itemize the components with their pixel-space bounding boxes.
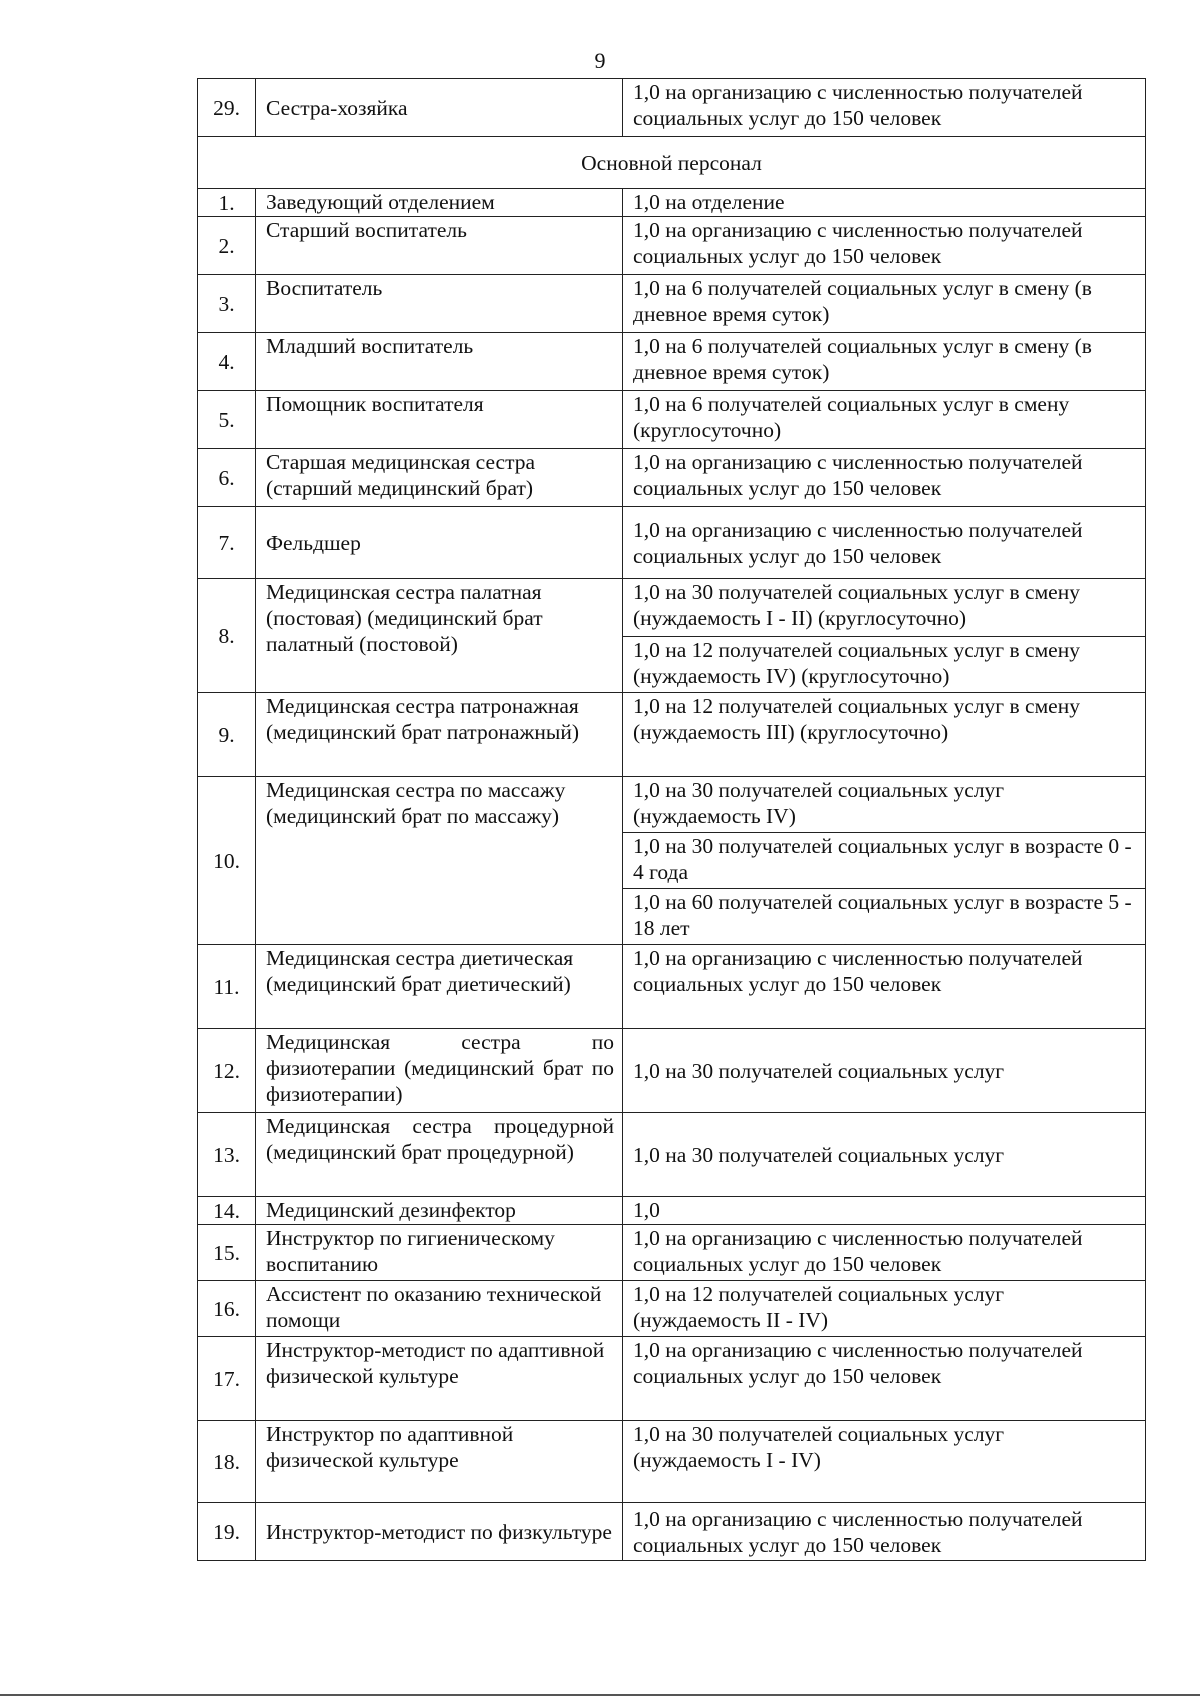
staffing-table [197, 78, 1146, 1561]
table-row [198, 217, 1146, 275]
norm-cell: 1,0 на отделение [623, 189, 1146, 217]
norm-cell: 1,0 на 30 получателей социальных услуг [623, 1029, 1146, 1113]
position-cell: Медицинская сестра по физиотерапии (медицинский брат по физиотерапии) [256, 1029, 623, 1113]
table-row [198, 1503, 1146, 1561]
table-row [198, 189, 1146, 217]
norm-cell: 1,0 на организацию с численностью получателей социальных услуг до 150 человек [623, 449, 1146, 507]
table-row [198, 1113, 1146, 1197]
page-bottom-rule [0, 1694, 1200, 1696]
table-row [198, 1337, 1146, 1421]
norm-cell: 1,0 на 12 получателей социальных услуг в смену (нуждаемость IV) (круглосуточно) [623, 637, 1146, 693]
row-number: 4. [198, 333, 256, 391]
position-cell: Медицинская сестра патронажная (медицинский брат патронажный) [256, 693, 623, 777]
row-number: 1. [198, 189, 256, 217]
row-number: 13. [198, 1113, 256, 1197]
norm-cell: 1,0 на 6 получателей социальных услуг в смену (круглосуточно) [623, 391, 1146, 449]
row-number: 3. [198, 275, 256, 333]
norm-cell: 1,0 на 6 получателей социальных услуг в смену (в дневное время суток) [623, 275, 1146, 333]
norm-cell: 1,0 на организацию с численностью получателей социальных услуг до 150 человек [623, 79, 1146, 137]
position-cell: Фельдшер [256, 507, 623, 579]
norm-cell: 1,0 [623, 1197, 1146, 1225]
norm-cell: 1,0 на 30 получателей социальных услуг в возрасте 0 - 4 года [623, 833, 1146, 889]
table-row [198, 693, 1146, 777]
row-number: 19. [198, 1503, 256, 1561]
position-cell: Помощник воспитателя [256, 391, 623, 449]
norm-cell: 1,0 на 30 получателей социальных услуг [623, 1113, 1146, 1197]
norm-cell: 1,0 на 12 получателей социальных услуг в смену (нуждаемость III) (круглосуточно) [623, 693, 1146, 777]
row-number: 16. [198, 1281, 256, 1337]
row-number: 29. [198, 79, 256, 137]
norm-cell: 1,0 на 30 получателей социальных услуг (нуждаемость I - IV) [623, 1421, 1146, 1503]
page-number: 9 [594, 48, 606, 73]
table-row [198, 777, 1146, 833]
table-row [198, 449, 1146, 507]
norm-cell: 1,0 на организацию с численностью получателей социальных услуг до 150 человек [623, 1337, 1146, 1421]
norm-cell: 1,0 на 30 получателей социальных услуг в смену (нуждаемость I - II) (круглосуточно) [623, 579, 1146, 637]
position-cell: Инструктор-методист по физкультуре [256, 1503, 623, 1561]
table-row [198, 1029, 1146, 1113]
row-number: 6. [198, 449, 256, 507]
section-row [198, 137, 1146, 189]
norm-cell: 1,0 на организацию с численностью получателей социальных услуг до 150 человек [623, 217, 1146, 275]
row-number: 15. [198, 1225, 256, 1281]
row-number: 11. [198, 945, 256, 1029]
position-cell: Старшая медицинская сестра (старший медицинский брат) [256, 449, 623, 507]
table-row [198, 507, 1146, 579]
position-cell: Инструктор-методист по адаптивной физической культуре [256, 1337, 623, 1421]
row-number: 9. [198, 693, 256, 777]
table-row [198, 1281, 1146, 1337]
table-row [198, 579, 1146, 637]
table-row [198, 1421, 1146, 1503]
norm-cell: 1,0 на организацию с численностью получателей социальных услуг до 150 человек [623, 1503, 1146, 1561]
norm-cell: 1,0 на 60 получателей социальных услуг в возрасте 5 - 18 лет [623, 889, 1146, 945]
table-row [198, 391, 1146, 449]
row-number: 5. [198, 391, 256, 449]
row-number: 8. [198, 579, 256, 693]
table-row [198, 333, 1146, 391]
table-row [198, 1197, 1146, 1225]
position-cell: Воспитатель [256, 275, 623, 333]
row-number: 10. [198, 777, 256, 945]
norm-cell: 1,0 на организацию с численностью получателей социальных услуг до 150 человек [623, 1225, 1146, 1281]
norm-cell: 1,0 на 30 получателей социальных услуг (нуждаемость IV) [623, 777, 1146, 833]
position-cell: Медицинская сестра палатная (постовая) (медицинский брат палатный (постовой) [256, 579, 623, 693]
row-number: 18. [198, 1421, 256, 1503]
table-row [198, 79, 1146, 137]
position-cell: Младший воспитатель [256, 333, 623, 391]
table-row [198, 945, 1146, 1029]
norm-cell: 1,0 на организацию с численностью получателей социальных услуг до 150 человек [623, 507, 1146, 579]
position-cell: Сестра-хозяйка [256, 79, 623, 137]
position-cell: Заведующий отделением [256, 189, 623, 217]
row-number: 7. [198, 507, 256, 579]
norm-cell: 1,0 на 6 получателей социальных услуг в смену (в дневное время суток) [623, 333, 1146, 391]
position-cell: Ассистент по оказанию технической помощи [256, 1281, 623, 1337]
norm-cell: 1,0 на организацию с численностью получателей социальных услуг до 150 человек [623, 945, 1146, 1029]
position-cell: Медицинская сестра диетическая (медицинский брат диетический) [256, 945, 623, 1029]
section-header: Основной персонал [198, 137, 1146, 189]
table-row [198, 275, 1146, 333]
position-cell: Медицинская сестра процедурной (медицинский брат процедурной) [256, 1113, 623, 1197]
row-number: 14. [198, 1197, 256, 1225]
position-cell: Инструктор по гигиеническому воспитанию [256, 1225, 623, 1281]
position-cell: Медицинская сестра по массажу (медицинский брат по массажу) [256, 777, 623, 945]
position-cell: Медицинский дезинфектор [256, 1197, 623, 1225]
position-cell: Инструктор по адаптивной физической культуре [256, 1421, 623, 1503]
table-row [198, 1225, 1146, 1281]
position-cell: Старший воспитатель [256, 217, 623, 275]
row-number: 2. [198, 217, 256, 275]
norm-cell: 1,0 на 12 получателей социальных услуг (нуждаемость II - IV) [623, 1281, 1146, 1337]
row-number: 12. [198, 1029, 256, 1113]
row-number: 17. [198, 1337, 256, 1421]
